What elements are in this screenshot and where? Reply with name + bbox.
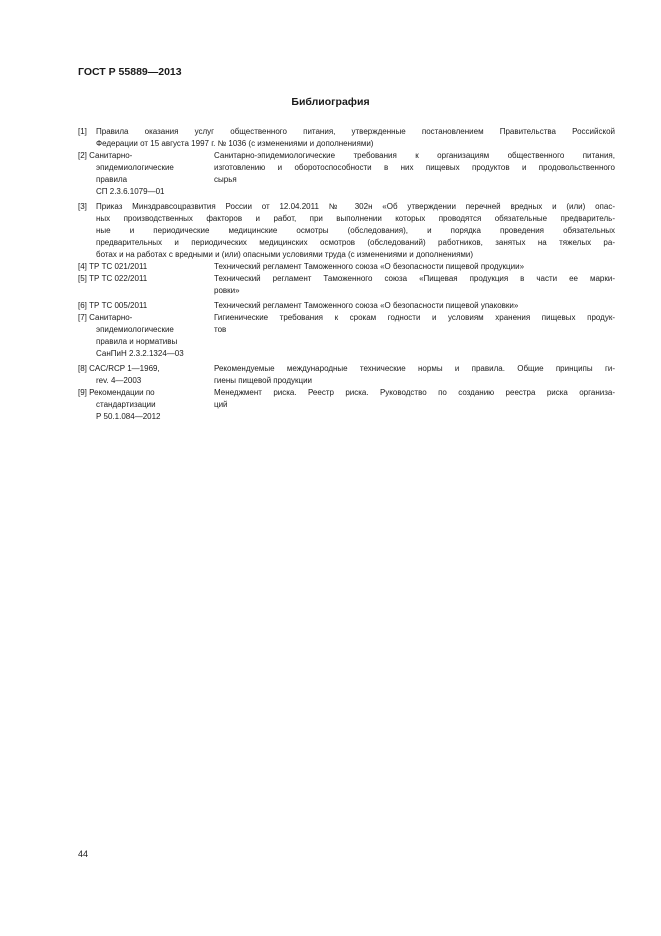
entry-number: [7] xyxy=(78,313,87,322)
bibliography-entry-9 xyxy=(78,387,615,423)
entry-text-line: ботах и на работах с вредными и (или) опасными условиями труда (с изменениями и дополнениями) xyxy=(96,250,474,259)
bibliography-entry-3 xyxy=(78,201,615,261)
entry-title-line: Технический регламент Таможенного союза «О безопасности пищевой продукции» xyxy=(214,262,525,271)
entry-title-line: ций xyxy=(214,400,228,409)
entry-title-line: гиены пищевой продукции xyxy=(214,376,313,385)
entry-reference-line: СП 2.3.6.1079—01 xyxy=(96,187,165,196)
bibliography-entry-2 xyxy=(78,150,615,198)
entry-number: [5] xyxy=(78,274,87,283)
entry-text-line: Приказ Минздравсоцразвития России от 12.04.2011 № 302н «Об утверждении перечней вредных и (или) опас- xyxy=(96,202,615,211)
entry-title-line: Менеджмент риска. Реестр риска. Руководство по созданию реестра риска организа- xyxy=(214,388,615,397)
entry-reference-line: [6] ТР ТС 005/2011 xyxy=(78,301,148,310)
entry-title-line: Технический регламент Таможенного союза «О безопасности пищевой упаковки» xyxy=(214,301,519,310)
entry-title-line: Гигиенические требования к срокам годности и условиям хранения пищевых продук- xyxy=(214,313,615,322)
entry-title-line: сырья xyxy=(214,175,237,184)
entry-title-line: Санитарно-эпидемиологические требования к организациям общественного питания, xyxy=(214,151,615,160)
entry-title-line: Рекомендуемые международные технические нормы и правила. Общие принципы ги- xyxy=(214,364,615,373)
entry-text-line: Федерации от 15 августа 1997 г. № 1036 (с изменениями и дополнениями) xyxy=(96,139,374,148)
entry-text-line: предварительных и периодических медицинских осмотров (обследований) работников, занятых на тяжелых ра- xyxy=(96,238,615,247)
entry-reference-line: правила xyxy=(96,175,128,184)
entry-number: [4] xyxy=(78,262,87,271)
entry-text-line: ные и периодические медицинские осмотры (обследования), и порядка проведения обязательных xyxy=(96,226,615,235)
bibliography-list xyxy=(78,126,615,423)
entry-reference-line: стандартизации xyxy=(96,400,156,409)
entry-reference-line: Р 50.1.084—2012 xyxy=(96,412,161,421)
entry-title-line: Технический регламент Таможенного союза «Пищевая продукция в части ее марки- xyxy=(214,274,615,283)
bibliography-entry-4 xyxy=(78,261,615,273)
entry-reference-line: [4] ТР ТС 021/2011 xyxy=(78,262,148,271)
entry-reference-line: rev. 4—2003 xyxy=(96,376,142,385)
entry-reference-line: СанПиН 2.3.2.1324—03 xyxy=(96,349,184,358)
page-title: Библиография xyxy=(291,96,370,108)
entry-reference-line: эпидемиологические xyxy=(96,325,174,334)
entry-reference-line: [9] Рекомендации по xyxy=(78,388,155,397)
bibliography-entry-7 xyxy=(78,312,615,360)
entry-reference-line: [8] CAC/RCP 1—1969, xyxy=(78,364,160,373)
page-number: 44 xyxy=(78,849,89,859)
entry-number: [1] xyxy=(78,127,87,136)
bibliography-entry-6 xyxy=(78,300,615,312)
entry-number: [6] xyxy=(78,301,87,310)
entry-text-line: ных производственных факторов и работ, при выполнении которых проводятся обязательные предваритель- xyxy=(96,214,615,223)
entry-title-line: изготовлению и оборотоспособности в них пищевых продуктов и продовольственного xyxy=(214,163,615,172)
document-code-header: ГОСТ Р 55889—2013 xyxy=(78,66,182,78)
entry-number: [3] xyxy=(78,202,87,211)
entry-number: [8] xyxy=(78,364,87,373)
bibliography-entry-5 xyxy=(78,273,615,297)
entry-reference-line: [5] ТР ТС 022/2011 xyxy=(78,274,148,283)
entry-number: [2] xyxy=(78,151,87,160)
entry-title-line: тов xyxy=(214,325,227,334)
entry-reference-line: [7] Санитарно- xyxy=(78,313,133,322)
entry-number: [9] xyxy=(78,388,87,397)
bibliography-entry-1 xyxy=(78,126,615,150)
entry-title-line: ровки» xyxy=(214,286,240,295)
entry-reference-line: эпидемиологические xyxy=(96,163,174,172)
entry-reference-line: правила и нормативы xyxy=(96,337,178,346)
entry-reference-line: [2] Санитарно- xyxy=(78,151,133,160)
bibliography-entry-8 xyxy=(78,363,615,387)
entry-text-line: Правила оказания услуг общественного питания, утвержденные постановлением Правительства Российской xyxy=(96,127,615,136)
